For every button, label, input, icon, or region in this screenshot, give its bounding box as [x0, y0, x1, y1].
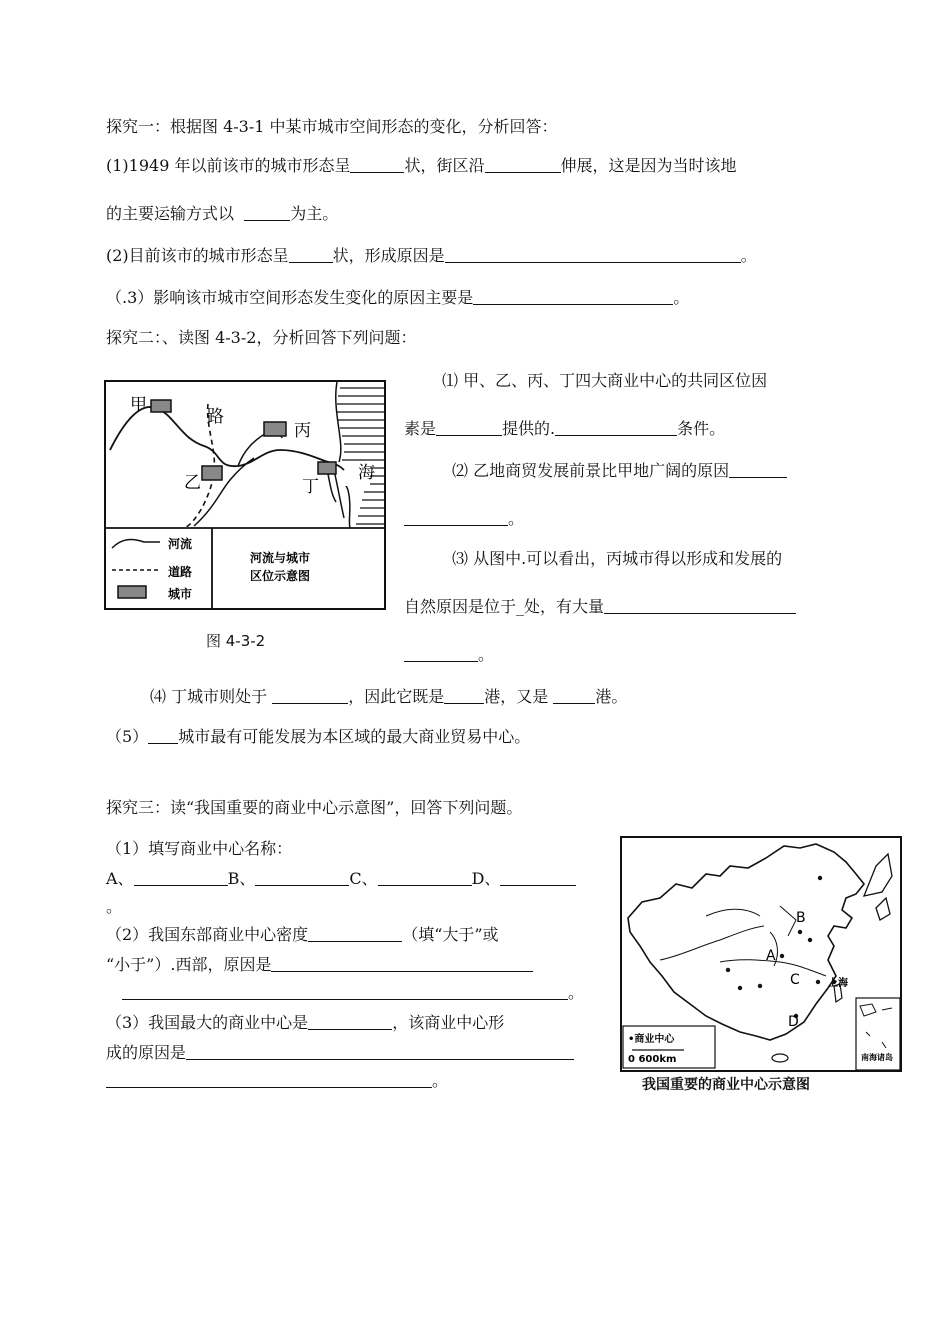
s1-q2-text-b: 状，形成原因是	[332, 246, 445, 265]
s3-q3-text-b: ，该商业中心形	[392, 1013, 505, 1032]
map-title-line2: 区位示意图	[250, 569, 311, 583]
s1-q2-text-c: 。	[740, 246, 757, 265]
legend-river-label: 河流	[168, 537, 193, 551]
s1-q1-text-c: 伸展，这是因为当时该地	[560, 156, 737, 175]
s2-q2-line2	[404, 508, 524, 530]
s2-q1-line1: ⑴ 甲、乙、丙、丁四大商业中心的共同区位因	[442, 371, 768, 390]
s1-q3-blank[interactable]	[473, 288, 673, 305]
s3-q3-blank-1[interactable]	[308, 1013, 392, 1030]
s2-q3-line1: ⑶ 从图中.可以看出，丙城市得以形成和发展的	[452, 549, 783, 568]
s3-q2-line1	[106, 924, 499, 946]
river-city-map	[104, 380, 386, 610]
city-yi	[202, 466, 222, 480]
label-ding: 丁	[302, 477, 319, 497]
inset-label: 南海诸岛	[861, 1053, 893, 1062]
legend-city-symbol	[118, 586, 146, 598]
s1-q2-blank-reason[interactable]	[445, 246, 741, 263]
s2-q3-text-b: 自然原因是位于_处，有大量	[404, 597, 605, 616]
s2-q1-line2	[404, 418, 725, 440]
label-c: C	[790, 972, 800, 988]
s2-q5-blank[interactable]	[148, 727, 178, 744]
city-ding	[318, 462, 336, 474]
s2-q3-blank-1[interactable]	[604, 597, 796, 614]
city-bing	[264, 422, 286, 436]
china-map-caption: 我国重要的商业中心示意图	[642, 1077, 810, 1093]
s2-q4-blank-2[interactable]	[444, 687, 484, 704]
s2-q3-text-c: 。	[478, 645, 495, 664]
s2-q5	[106, 726, 530, 748]
s2-q4-text-d: 港。	[595, 687, 628, 706]
label-jia: 甲	[130, 395, 147, 415]
s1-q1-line2	[106, 203, 338, 225]
s2-q2-blank-2[interactable]	[404, 509, 508, 526]
label-yi: 乙	[184, 473, 201, 493]
s2-q2-line1	[452, 460, 787, 482]
s1-q3-text-b: 。	[673, 288, 690, 307]
s3-q3-blank-3[interactable]	[106, 1071, 432, 1088]
label-b: B	[796, 910, 806, 926]
s2-q4-text-a: ⑷ 丁城市则处于	[150, 687, 268, 706]
s3-a-label: A、	[106, 869, 134, 888]
s2-q1-blank-2[interactable]	[555, 419, 677, 436]
s2-q1-blank-1[interactable]	[436, 419, 502, 436]
s3-q3-line1	[106, 1012, 504, 1034]
s1-q3	[106, 287, 689, 309]
s2-q4-blank-1[interactable]	[272, 687, 348, 704]
china-commerce-map	[620, 836, 902, 1072]
s3-q2-text-d: 。	[568, 983, 585, 1002]
s2-q1-text-d: 条件。	[677, 419, 726, 438]
s2-q5-text-b: 城市最有可能发展为本区域的最大商业贸易中心。	[178, 727, 531, 746]
legend-road-label: 道路	[168, 565, 193, 579]
s2-q2-blank-1[interactable]	[729, 461, 787, 478]
s3-q3-blank-2[interactable]	[186, 1043, 574, 1060]
hainan	[772, 1054, 788, 1062]
s3-d-label: D、	[471, 869, 501, 888]
s1-q1-blank-shape[interactable]	[350, 156, 404, 173]
fig-caption-4-3-2: 图 4-3-2	[206, 632, 266, 650]
label-bing: 丙	[294, 421, 311, 441]
s2-q1-text-b: 素是	[404, 419, 437, 438]
s3-q2-text-b: （填“大于”或	[402, 925, 499, 944]
s2-q3-line2	[404, 596, 796, 618]
s3-blank-c[interactable]	[378, 869, 472, 886]
label-a: A	[766, 948, 776, 964]
s2-q4-text-b: ，因此它既是	[348, 687, 445, 706]
map-frame	[105, 381, 385, 609]
s1-q1-line1	[106, 155, 737, 177]
s3-q2-blank-2[interactable]	[271, 955, 533, 972]
s3-q2-blank-3[interactable]	[122, 983, 568, 1000]
s2-q5-text-a: （5）	[106, 727, 149, 746]
s1-q1-text-e: 为主。	[290, 204, 339, 223]
s1-q2	[106, 245, 757, 267]
city-jia	[151, 400, 171, 412]
s3-q2-line3	[122, 982, 584, 1004]
s3-blank-b[interactable]	[255, 869, 349, 886]
s2-q3-line3	[404, 644, 494, 666]
s2-q3-blank-2[interactable]	[404, 645, 478, 662]
legend-city-label: 城市	[168, 587, 193, 601]
s1-q2-text-a: (2)目前该市的城市形态呈	[106, 246, 289, 265]
section3-title: 探究三：读“我国重要的商业中心示意图”，回答下列问题。	[106, 798, 523, 817]
s3-q3-line3	[106, 1070, 448, 1092]
s3-c-label: C、	[349, 869, 378, 888]
s3-q1-end: 。	[106, 897, 123, 916]
s3-q1-answers	[106, 868, 576, 890]
s2-q2-text-b: 。	[508, 509, 525, 528]
s2-q4-blank-3[interactable]	[553, 687, 595, 704]
s3-blank-a[interactable]	[134, 869, 228, 886]
s1-q1-text-a: (1)1949 年以前该市的城市形态呈	[106, 156, 351, 175]
s3-q3-text-c: 成的原因是	[106, 1043, 187, 1062]
s3-q3-text-d: 。	[432, 1071, 449, 1090]
s3-b-label: B、	[227, 869, 256, 888]
s3-q2-blank-1[interactable]	[308, 925, 402, 942]
label-shanghai: 上海	[828, 978, 848, 989]
s2-q4	[150, 686, 627, 708]
s3-q2-text-a: （2）我国东部商业中心密度	[106, 925, 309, 944]
map-scale-label: 0 600km	[628, 1054, 677, 1065]
section1-title: 探究一：根据图 4-3-1 中某市城市空间形态的变化，分析回答：	[106, 117, 558, 136]
s1-q1-text-b: 状，街区沿	[404, 156, 485, 175]
s2-q1-text-c: 提供的.	[502, 419, 556, 438]
s1-q1-blank-transport[interactable]	[244, 204, 290, 221]
s3-q1: （1）填写商业中心名称：	[106, 839, 293, 858]
section2-title: 探究二：、读图 4-3-2，分析回答下列问题：	[106, 328, 417, 347]
s3-q2-line2	[106, 954, 533, 976]
label-lu: 路	[207, 407, 224, 427]
s3-blank-d[interactable]	[500, 869, 576, 886]
label-d: D	[788, 1014, 799, 1030]
s3-q2-text-c: “小于”）.西部，原因是	[106, 955, 272, 974]
s1-q2-blank-shape[interactable]	[289, 246, 333, 263]
map-title-line1: 河流与城市	[250, 551, 311, 565]
s1-q1-text-d: 的主要运输方式以	[106, 204, 235, 223]
s1-q1-blank-direction[interactable]	[485, 156, 561, 173]
s2-q2-text-a: ⑵ 乙地商贸发展前景比甲地广阔的原因	[452, 461, 730, 480]
legend-commerce-centre: •商业中心	[628, 1034, 675, 1045]
s2-q4-text-c: 港，又是	[484, 687, 549, 706]
s3-q3-text-a: （3）我国最大的商业中心是	[106, 1013, 309, 1032]
s3-q3-line2	[106, 1042, 574, 1064]
s1-q3-text-a: （.3）影响该市城市空间形态发生变化的原因主要是	[106, 288, 474, 307]
label-hai: 海	[358, 463, 375, 483]
